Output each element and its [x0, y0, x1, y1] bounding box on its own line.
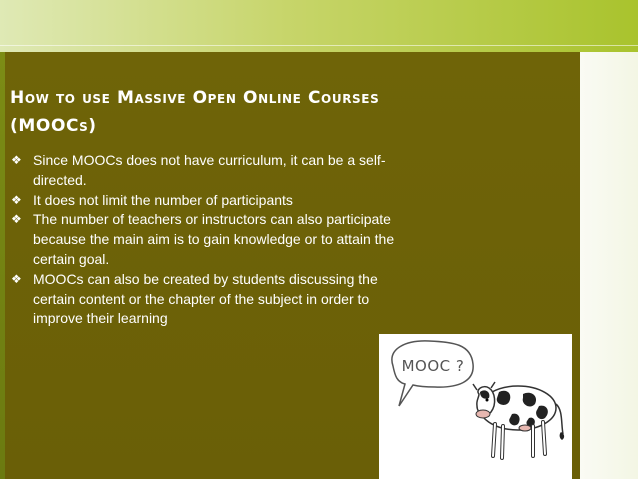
diamond-bullet-icon: ❖ [11, 192, 22, 207]
bullet-item [10, 191, 410, 211]
bullet-item [10, 151, 410, 191]
speech-bubble-text: MOOC ? [401, 357, 465, 375]
slide-title: How to use Massive Open Online Courses (MOOCs) [10, 88, 380, 136]
bullet-text: The number of teachers or instructors can also participate because the main aim is to gain knowledge or to attain the certain goal. [33, 211, 395, 267]
bullet-list [10, 151, 410, 329]
cow-illustration-icon [379, 334, 572, 479]
bullet-text: MOOCs can also be created by students discussing the certain content or the chapter of the subject in order to improve their learning [33, 270, 378, 327]
cow-icon [473, 382, 564, 458]
diamond-bullet-icon: ❖ [11, 212, 22, 227]
right-margin [580, 52, 638, 479]
diamond-bullet-icon: ❖ [11, 153, 22, 167]
bullet-text: It does not limit the number of participants [33, 191, 293, 208]
diamond-bullet-icon: ❖ [11, 271, 22, 286]
bullet-item [10, 210, 410, 269]
top-decorative-band [0, 0, 638, 52]
bullet-item [10, 270, 410, 329]
mooc-cow-illustration [379, 334, 572, 479]
bullet-text: Since MOOCs does not have curriculum, it can be a self-directed. [33, 152, 386, 188]
